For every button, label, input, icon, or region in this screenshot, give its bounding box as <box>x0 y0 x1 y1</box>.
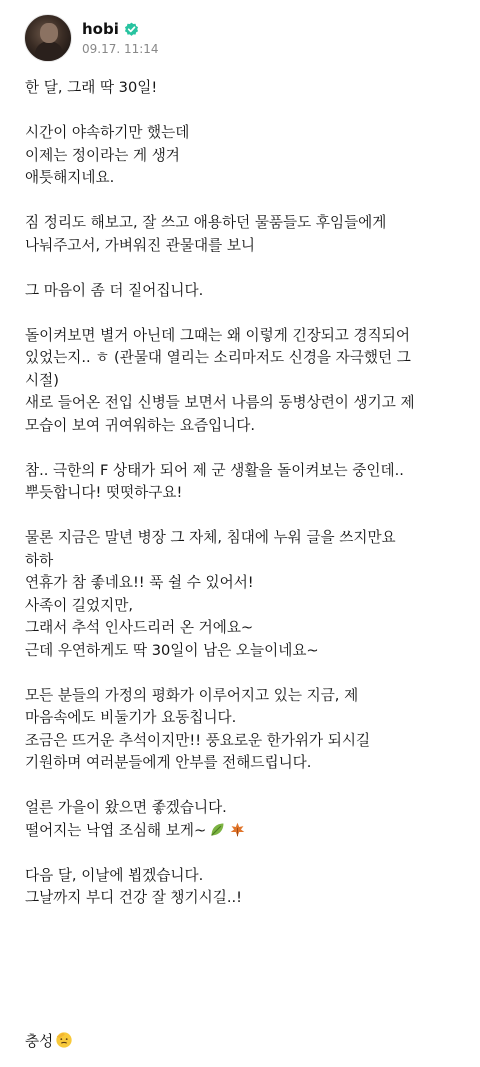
post-line <box>25 685 465 708</box>
post-line-text: 연휴가 참 좋네요!! 푹 쉴 수 있어서! <box>25 574 254 591</box>
author-meta <box>82 20 159 56</box>
post-line <box>25 167 465 190</box>
post-line-text: 나눠주고서, 가벼워진 관물대를 보니 <box>25 236 256 254</box>
paragraph-gap <box>25 842 465 865</box>
post-line-text: 다음 달, 이날에 뵙겠습니다. <box>25 866 204 884</box>
post-line-text: 마음속에도 비둘기가 요동칩니다. <box>25 709 237 726</box>
post-line-text: 있었는지.. ㅎ (관물대 열리는 소리마저도 신경을 자극했던 그 <box>25 349 411 366</box>
post-line <box>25 235 465 258</box>
post-line <box>25 347 465 370</box>
post-line-text: 기원하며 여러분들에게 안부를 전해드립니다. <box>25 754 312 771</box>
post-line <box>25 527 465 550</box>
post-line-text: 한 달, 그래 딱 30일! <box>25 79 158 96</box>
paragraph-gap <box>25 505 465 528</box>
author-name-row <box>82 20 159 38</box>
post-line-text: 물론 지금은 말년 병장 그 자체, 침대에 누워 글을 쓰지만요 <box>25 529 396 546</box>
post-line-text: 그 마음이 좀 더 짙어집니다. <box>25 281 204 299</box>
post-line-text: 새로 들어온 전입 신병들 보면서 나름의 동병상련이 생기고 제 <box>25 394 415 411</box>
signature-text: 충성 <box>25 1033 54 1050</box>
post-line-text: 애틋해지네요. <box>25 169 115 186</box>
post-body <box>25 77 465 910</box>
post-line <box>25 730 465 753</box>
post-signature <box>25 1031 73 1056</box>
post-line <box>25 887 465 910</box>
post-line <box>25 370 465 393</box>
author-name[interactable]: hobi <box>82 20 119 38</box>
post-line-text: 뿌듯합니다! 떳떳하구요! <box>25 484 183 501</box>
post-line-text: 돌이켜보면 별거 아닌데 그때는 왜 이렇게 긴장되고 경직되어 <box>25 326 410 344</box>
post-line <box>25 482 465 505</box>
post-line <box>25 325 465 348</box>
post-line-text: 사족이 길었지만, <box>25 596 133 614</box>
post-line-text: 모든 분들의 가정의 평화가 이루어지고 있는 지금, 제 <box>25 686 359 704</box>
post-line-text: 하하 <box>25 551 54 569</box>
post-line <box>25 640 465 663</box>
leaf-icon <box>209 821 226 846</box>
paragraph-gap <box>25 437 465 460</box>
post-line <box>25 460 465 483</box>
post-line-text: 시간이 야속하기만 했는데 <box>25 124 190 141</box>
post-line <box>25 415 465 438</box>
post-line <box>25 617 465 640</box>
post-line-text: 그날까지 부디 건강 잘 챙기시길..! <box>25 889 242 906</box>
post-line <box>25 77 465 100</box>
post-timestamp: 09.17. 11:14 <box>82 42 159 56</box>
post-line <box>25 212 465 235</box>
post-line-text: 모습이 보여 귀여워하는 요즘입니다. <box>25 416 256 434</box>
fallen-leaf-icon <box>229 821 246 846</box>
post-header <box>24 14 159 62</box>
post-line <box>25 392 465 415</box>
post-line <box>25 797 465 820</box>
post-line-text: 근데 우연하게도 딱 30일이 남은 오늘이네요~ <box>25 641 319 659</box>
post-line <box>25 550 465 573</box>
verified-badge-icon <box>124 22 139 37</box>
post-line <box>25 572 465 595</box>
post-line-text: 그래서 추석 인사드리러 온 거에요~ <box>25 619 254 636</box>
saluting-face-icon <box>55 1031 73 1056</box>
paragraph-gap <box>25 302 465 325</box>
post-line <box>25 145 465 168</box>
post-line <box>25 707 465 730</box>
paragraph-gap <box>25 190 465 213</box>
avatar[interactable] <box>24 14 72 62</box>
post-line <box>25 820 465 843</box>
paragraph-gap <box>25 775 465 798</box>
post-line-text: 조금은 뜨거운 추석이지만!! 풍요로운 한가위가 되시길 <box>25 731 371 749</box>
post-line-text: 참.. 극한의 F 상태가 되어 제 군 생활을 돌이켜보는 중인데.. <box>25 461 404 479</box>
post-line <box>25 122 465 145</box>
post-line <box>25 595 465 618</box>
post-line <box>25 752 465 775</box>
paragraph-gap <box>25 257 465 280</box>
paragraph-gap <box>25 662 465 685</box>
post-line-text: 얼른 가을이 왔으면 좋겠습니다. <box>25 799 227 816</box>
post-line <box>25 280 465 303</box>
paragraph-gap <box>25 100 465 123</box>
post-line-text: 이제는 정이라는 게 생겨 <box>25 146 180 164</box>
post-line-text: 짐 정리도 해보고, 잘 쓰고 애용하던 물품들도 후임들에게 <box>25 214 387 231</box>
post-line-text: 떨어지는 낙엽 조심해 보게~ <box>25 821 207 839</box>
post-line <box>25 865 465 888</box>
post-line-text: 시절) <box>25 371 59 389</box>
